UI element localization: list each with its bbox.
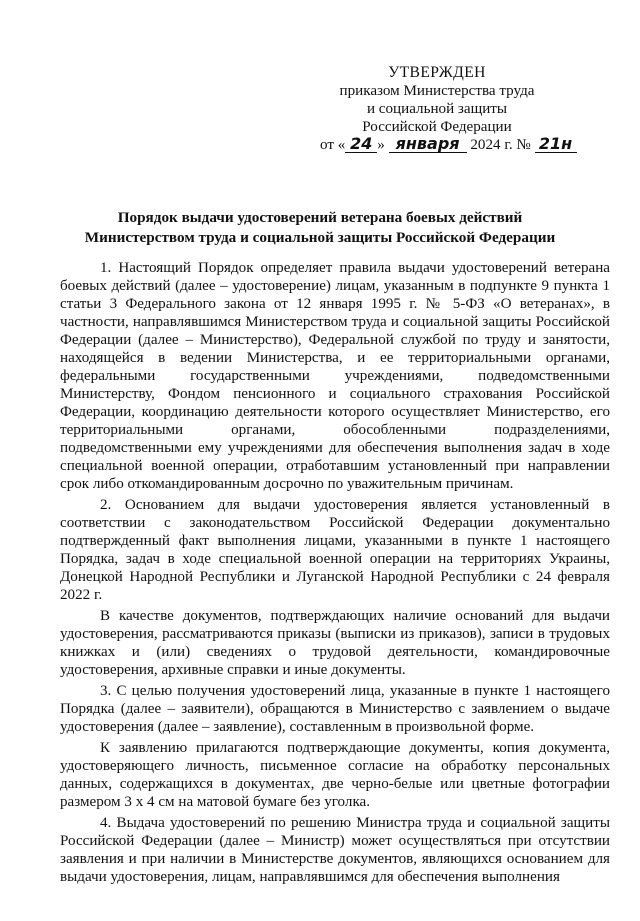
approval-order-line <box>312 134 573 154</box>
approval-heading: УТВЕРЖДЕН <box>388 64 486 81</box>
paragraph-2: 2. Основанием для выдачи удостоверения является установленный в соответствии с законодательством Российской Федерации документально подтвержденный факт выполнения лицами, указанными в пункте 1 настоящего Порядка, задач в ходе специальной военной операции на территориях Украины, Донецкой Народной Республики и Луганской Народной Республики с 24 февраля 2022 г. <box>60 497 610 603</box>
title-line-1: Порядок выдачи удостоверений ветерана боевых действий <box>117 209 523 226</box>
paragraph-1: 1. Настоящий Порядок определяет правила выдачи удостоверений ветерана боевых действий (далее – удостоверение) лицам, указанным в подпункте 9 пункта 1 статьи 3 Федерального закона от 12 января 1995 г. № 5-ФЗ «О ветеранах», в частности, направлявшимся Министерством труда и социальной защиты Российской Федерации (далее – Министерство), Федеральной службой по труду и занятости, находящейся в ведении Министерства, и ее территориальными органами, федеральными государственными учреждениями, подведомственными Министерству, Фондом пенсионного и социального страхования Российской Федерации, координацию деятельности которого осуществляет Министерство, его территориальными органами, обособленными подразделениями, подведомственными ему учреждениями для обеспечения выполнения задач в ходе специальной военной операции, отработавшим установленный при направлении срок либо откомандированным досрочно по уважительным причинам. <box>60 260 610 492</box>
approval-line-federation: Российской Федерации <box>362 119 512 135</box>
order-date-prefix: от « <box>320 137 346 153</box>
paragraph-4: 4. Выдача удостоверений по решению Министра труда и социальной защиты Российской Федерации (далее – Министр) может осуществляться при отсутствии заявления и при наличии в Министерстве документов, являющихся основанием для выдачи удостоверения, лицам, направлявшимся для обеспечения выполнения <box>60 815 610 885</box>
order-month-handwritten: января <box>389 136 467 153</box>
paragraph-3-attachments: К заявлению прилагаются подтверждающие документы, копия документа, удостоверяющего личность, письменное согласие на обработку персональных данных, содержащихся в документах, две черно-белые или цветные фотографии размером 3 х 4 см на матовой бумаге без уголка. <box>60 740 610 810</box>
order-date-mid: » <box>377 137 385 153</box>
order-number-handwritten: 21н <box>535 136 577 153</box>
approval-block <box>312 64 573 154</box>
paragraph-2-documents: В качестве документов, подтверждающих наличие оснований для выдачи удостоверения, рассматриваются приказы (выписки из приказов), записи в трудовых книжках и (или) сведениях о трудовой деятельности, командировочные удостоверения, архивные справки и иные документы. <box>60 608 610 678</box>
order-year: 2024 г. № <box>470 137 531 153</box>
approval-line-social: и социальной защиты <box>366 101 508 117</box>
title-line-2: Министерством труда и социальной защиты Российской Федерации <box>84 229 556 246</box>
document-title <box>60 208 580 248</box>
document-body <box>60 259 610 886</box>
approval-line-ministry: приказом Министерства труда <box>339 83 535 99</box>
paragraph-3: 3. С целью получения удостоверений лица, указанные в пункте 1 настоящего Порядка (далее – заявители), обращаются в Министерство с заявлением о выдаче удостоверения (далее – заявление), составленным в произвольной форме. <box>60 683 610 735</box>
order-day-handwritten: 24 <box>345 136 377 153</box>
